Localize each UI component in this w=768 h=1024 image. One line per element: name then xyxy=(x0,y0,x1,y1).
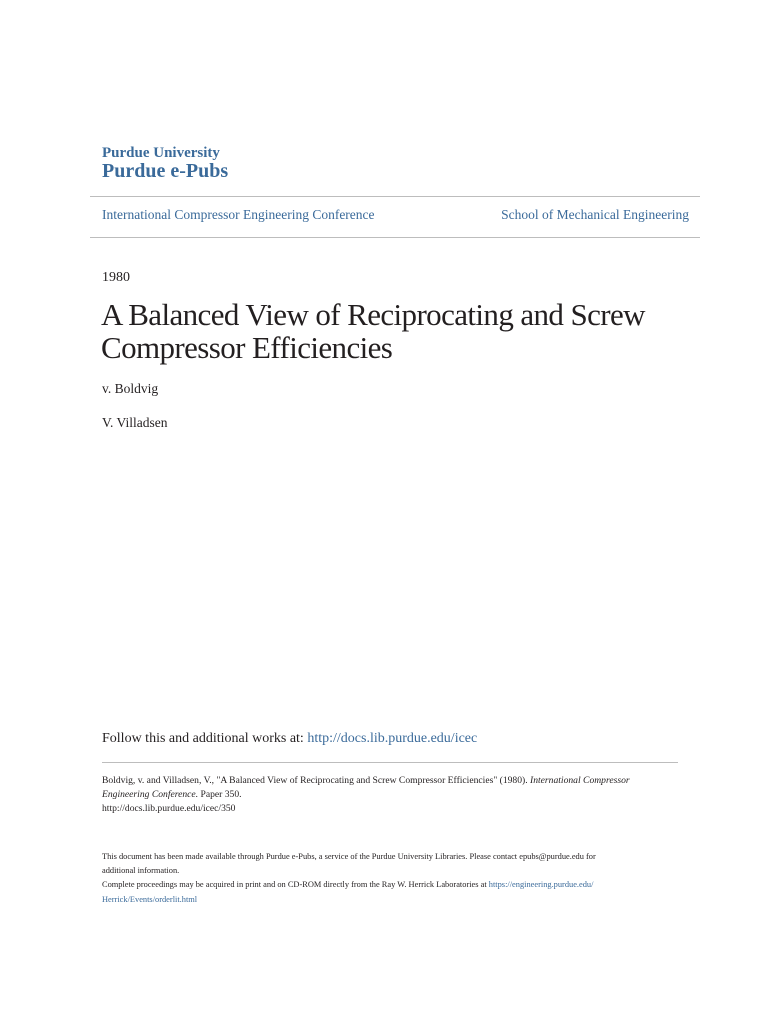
citation-url[interactable]: http://docs.lib.purdue.edu/icec/350 xyxy=(102,802,236,814)
citation-paper-number: Paper 350. xyxy=(200,788,242,800)
university-name: Purdue University xyxy=(102,145,220,161)
notice-block xyxy=(102,850,682,907)
orderlit-link-part-2[interactable]: Herrick/Events/orderlit.html xyxy=(102,894,198,904)
header-divider-bottom xyxy=(90,237,700,238)
repository-name[interactable]: Purdue e-Pubs xyxy=(102,160,229,182)
author-2: V. Villadsen xyxy=(102,415,168,430)
header-divider-top xyxy=(90,196,700,197)
paper-title xyxy=(101,298,701,364)
publication-year: 1980 xyxy=(102,270,130,285)
paper-title-line-1: A Balanced View of Reciprocating and Screw xyxy=(101,297,645,332)
notice-line-3 xyxy=(102,878,682,892)
notice-proceedings-text: Complete proceedings may be acquired in print and on CD-ROM directly from the Ray W. Herrick Laboratories at xyxy=(102,880,487,890)
citation-journal-part-2: Engineering Conference. xyxy=(102,788,199,800)
author-1: v. Boldvig xyxy=(102,381,159,396)
citation-line-1 xyxy=(102,774,682,788)
notice-line-2: additional information. xyxy=(102,866,180,876)
follow-label: Follow this and additional works at: xyxy=(102,731,304,746)
citation-line-2 xyxy=(102,788,682,802)
footer-divider xyxy=(102,762,678,763)
citation-text: Boldvig, v. and Villadsen, V., "A Balanced View of Reciprocating and Screw Compressor Efficiencies" (1980). xyxy=(102,775,528,786)
paper-title-line-2: Compressor Efficiencies xyxy=(101,330,393,365)
notice-line-1: This document has been made available through Purdue e-Pubs, a service of the Purdue University Libraries. Please contact epubs@purdue.edu for xyxy=(102,852,596,861)
citation-journal-part-1: International Compressor xyxy=(530,775,630,786)
school-link[interactable]: School of Mechanical Engineering xyxy=(501,207,689,222)
orderlit-link-part-1[interactable]: https://engineering.purdue.edu/ xyxy=(488,880,594,890)
citation-block xyxy=(102,774,682,815)
conference-link[interactable]: International Compressor Engineering Conference xyxy=(102,207,375,222)
follow-line xyxy=(102,731,477,747)
follow-link[interactable]: http://docs.lib.purdue.edu/icec xyxy=(307,731,478,746)
